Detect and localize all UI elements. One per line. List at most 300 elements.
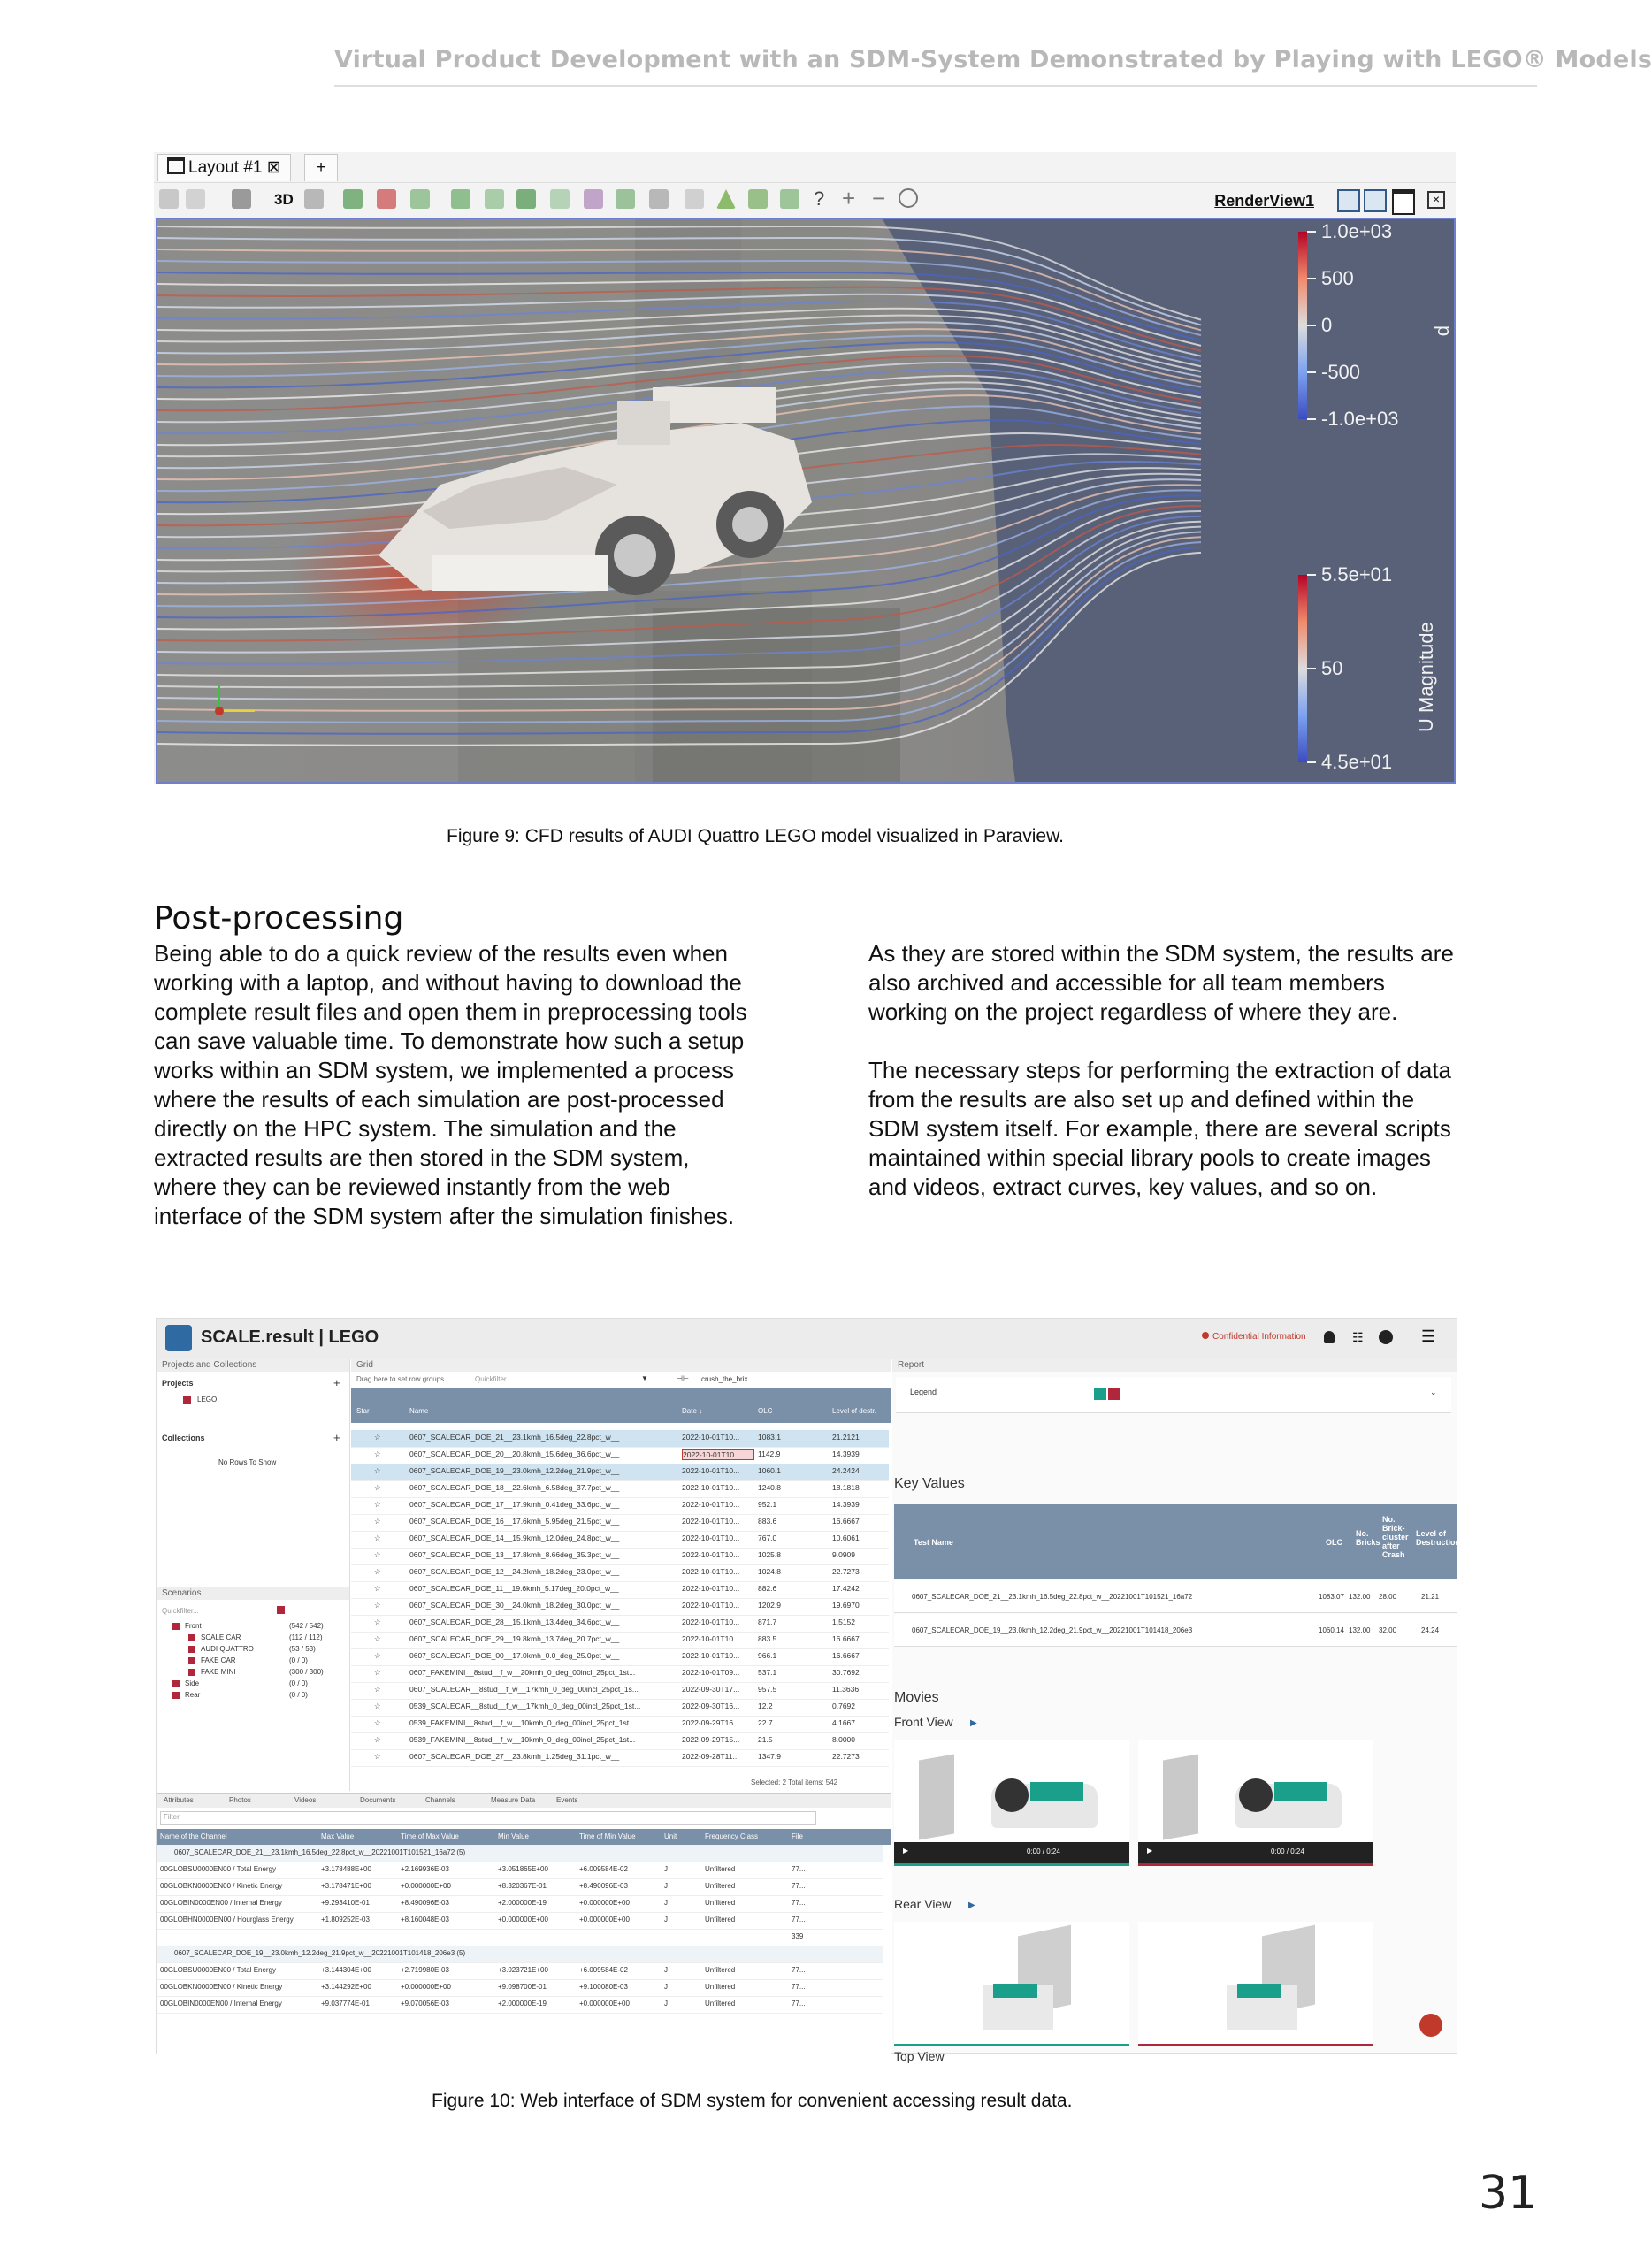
- grid-cell-level: 14.3939: [832, 1500, 860, 1509]
- grid-cell-level: 22.7273: [832, 1752, 860, 1761]
- grid-footer: Selected: 2 Total items: 542: [751, 1778, 838, 1786]
- play-icon[interactable]: ▶: [1147, 1847, 1153, 1855]
- grid-cell-olc: 537.1: [758, 1668, 777, 1677]
- grid-row[interactable]: [351, 1682, 889, 1700]
- grid-cell-olc: 1024.8: [758, 1567, 781, 1576]
- channel-col[interactable]: File: [792, 1832, 803, 1840]
- grid-cell-olc: 1083.1: [758, 1433, 781, 1442]
- grid-cell-olc: 882.6: [758, 1584, 777, 1593]
- play-button-icon[interactable]: [1239, 1778, 1273, 1812]
- add-project-icon[interactable]: +: [333, 1376, 340, 1389]
- app-title: SCALE.result | LEGO: [201, 1327, 379, 1347]
- channel-cell: Unfiltered: [705, 1916, 736, 1924]
- grid-cell-date: 2022-10-01T10...: [682, 1618, 740, 1626]
- grid-cell-name: 0607_SCALECAR_DOE_28__15.1kmh_13.4deg_34.6pct_w__: [409, 1618, 620, 1626]
- checkbox-icon[interactable]: [188, 1634, 195, 1641]
- legend-bar[interactable]: [896, 1377, 1451, 1413]
- grid-cell-olc: 883.5: [758, 1634, 777, 1643]
- grid-cell-level: 8.0000: [832, 1735, 855, 1744]
- channel-col[interactable]: Frequency Class: [705, 1832, 759, 1840]
- grid-cell-date: 2022-10-01T10...: [682, 1601, 740, 1610]
- checkbox-icon[interactable]: [188, 1657, 195, 1664]
- star-icon[interactable]: ☆: [374, 1634, 381, 1643]
- cancel-icon[interactable]: [899, 188, 918, 208]
- grid-header: [351, 1388, 891, 1423]
- grid-cell-date: 2022-09-28T11...: [682, 1752, 739, 1761]
- screenshot-icon[interactable]: [232, 189, 251, 209]
- split-vertical-icon[interactable]: [1364, 189, 1387, 212]
- channel-cell: +3.144292E+00: [321, 1983, 371, 1991]
- channel-row[interactable]: [157, 1962, 883, 1980]
- channel-row[interactable]: [157, 1979, 883, 1997]
- key-values-cell: 132.00: [1349, 1626, 1371, 1634]
- pick-icon[interactable]: [685, 189, 704, 209]
- menu-icon[interactable]: ☰: [1421, 1327, 1436, 1345]
- grid-cell-name: 0607_SCALECAR__8stud__f_w__17kmh_0_deg_00incl_25pct_1s...: [409, 1685, 639, 1694]
- grow-selection-icon[interactable]: [550, 189, 570, 209]
- legend-swatch-red: [1108, 1388, 1120, 1400]
- channel-cell: 00GLOBSU0000EN00 / Total Energy: [160, 1865, 277, 1873]
- add-collection-icon[interactable]: +: [333, 1431, 340, 1444]
- key-values-cell: 132.00: [1349, 1593, 1371, 1601]
- grid-cell-date: 2022-10-01T10...: [682, 1466, 740, 1475]
- colorbar-tick-label: -500: [1321, 361, 1361, 383]
- grid-cell-level: 16.6667: [832, 1651, 860, 1660]
- scenario-count: (0 / 0): [289, 1691, 308, 1699]
- star-icon[interactable]: ☆: [374, 1433, 381, 1442]
- edges-icon[interactable]: [748, 189, 768, 209]
- grid-cell-level: 11.3636: [832, 1685, 860, 1694]
- channel-cell: +9.098700E-01: [498, 1983, 547, 1991]
- checkbox-icon[interactable]: [172, 1623, 180, 1630]
- grid-cell-level: 17.4242: [832, 1584, 860, 1593]
- grid-cell-name: 0539_FAKEMINI__8stud__f_w__10kmh_0_deg_00incl_25pct_1st...: [409, 1718, 636, 1727]
- 3d-toggle[interactable]: 3D: [274, 191, 294, 208]
- figure-9-caption: Figure 9: CFD results of AUDI Quattro LEGO model visualized in Paraview.: [447, 826, 1064, 846]
- grid-row[interactable]: [351, 1430, 889, 1448]
- scenario-name: FAKE CAR: [201, 1656, 236, 1664]
- scenario-count: (112 / 112): [289, 1633, 323, 1641]
- grid-cell-date: 2022-10-01T09...: [682, 1668, 740, 1677]
- star-icon[interactable]: ☆: [374, 1668, 381, 1677]
- col-level[interactable]: Level of destr.: [832, 1407, 876, 1415]
- scenarios-panel: [157, 1587, 350, 1791]
- grid-row[interactable]: [351, 1615, 889, 1633]
- grid-cell-date: 2022-09-29T16...: [682, 1718, 740, 1727]
- grid-row[interactable]: [351, 1749, 889, 1767]
- scenario-item[interactable]: [157, 1679, 349, 1690]
- select-polygon-icon[interactable]: [485, 189, 504, 209]
- layout-icon: [167, 157, 185, 174]
- grid-cell-date: 2022-09-30T16...: [682, 1702, 740, 1710]
- rear-video-2[interactable]: [1138, 1922, 1373, 2046]
- grid-cell-name: 0607_SCALECAR_DOE_21__23.1kmh_16.5deg_22.8pct_w__: [409, 1433, 620, 1442]
- right-paragraph-1: As they are stored within the SDM system, the results are also archived and accessible for all team members working on the project regardless of where they are.: [868, 940, 1454, 1025]
- channel-cell: +3.023721E+00: [498, 1966, 548, 1974]
- filter-icon[interactable]: ▼: [641, 1374, 648, 1382]
- grid-row[interactable]: [351, 1447, 889, 1465]
- remove-icon[interactable]: −: [872, 185, 886, 211]
- grid-cell-name: 0607_SCALECAR_DOE_19__23.0kmh_12.2deg_21.9pct_w__: [409, 1466, 620, 1475]
- grid-cell-date: 2022-10-01T10...: [682, 1634, 740, 1643]
- select-points-on-icon[interactable]: [616, 189, 635, 209]
- star-icon[interactable]: ☆: [374, 1466, 381, 1475]
- channels-filter-input[interactable]: Filter: [164, 1813, 180, 1821]
- channel-cell: 77...: [792, 1966, 806, 1974]
- add-icon[interactable]: +: [842, 185, 856, 211]
- channel-cell: J: [664, 1916, 668, 1924]
- channel-group-row[interactable]: [157, 1946, 883, 1963]
- channel-row[interactable]: [157, 1895, 883, 1913]
- channel-cell: 00GLOBIN0000EN00 / Internal Energy: [160, 2000, 282, 2008]
- channel-cell: +9.293410E-01: [321, 1899, 370, 1907]
- grid-cell-name: 0607_FAKEMINI__8stud__f_w__20kmh_0_deg_00incl_25pct_1st...: [409, 1668, 636, 1677]
- grid-row[interactable]: [351, 1464, 889, 1481]
- grid-row[interactable]: [351, 1514, 889, 1532]
- star-icon[interactable]: ☆: [374, 1685, 381, 1694]
- grid-cell-olc: 883.6: [758, 1517, 777, 1526]
- scenario-name: Rear: [185, 1691, 201, 1699]
- bottom-tab[interactable]: Measure Data: [491, 1796, 536, 1804]
- select-all-checkbox-icon[interactable]: [277, 1606, 285, 1614]
- colorbar-tick-label: 5.5e+01: [1321, 563, 1393, 585]
- key-values-header: [894, 1504, 1461, 1579]
- colorbar-tick-label: -1.0e+03: [1321, 408, 1399, 430]
- split-horizontal-icon[interactable]: [1337, 189, 1360, 212]
- reset-camera-closest-icon[interactable]: [186, 189, 205, 209]
- channel-col[interactable]: Time of Min Value: [579, 1832, 636, 1840]
- scenario-name: FAKE MINI: [201, 1668, 236, 1676]
- grid-row[interactable]: [351, 1648, 889, 1666]
- grid-cell-olc: 1025.8: [758, 1550, 781, 1559]
- floating-action-icon[interactable]: [1419, 2014, 1442, 2037]
- channel-cell: 77...: [792, 1865, 806, 1873]
- rear-video-1[interactable]: [894, 1922, 1129, 2046]
- col-date[interactable]: Date ↓: [682, 1407, 703, 1415]
- paraview-tab-bar: [154, 152, 1456, 182]
- interactive-select-icon[interactable]: [451, 189, 470, 209]
- hover-points-icon[interactable]: [516, 189, 536, 209]
- grid-cell-date: 2022-10-01T10...: [682, 1567, 740, 1576]
- checkbox-icon[interactable]: [188, 1669, 195, 1676]
- channel-subtotal-row: [157, 1929, 883, 1947]
- channel-cell: 00GLOBIN0000EN00 / Internal Energy: [160, 1899, 282, 1907]
- channel-group-label: 0607_SCALECAR_DOE_21__23.1kmh_16.5deg_22.8pct_w__20221001T101521_16a72 (5): [174, 1848, 466, 1856]
- col-olc[interactable]: OLC: [758, 1407, 773, 1415]
- channel-cell: J: [664, 2000, 668, 2008]
- tab-layout-1[interactable]: [157, 154, 291, 181]
- grid-cell-date: 2022-10-01T10...: [682, 1550, 740, 1559]
- scenario-item[interactable]: [157, 1656, 349, 1667]
- channel-cell: +1.809252E-03: [321, 1916, 370, 1924]
- grid-row[interactable]: [351, 1699, 889, 1717]
- grid-row[interactable]: [351, 1581, 889, 1599]
- key-values-cell: 0607_SCALECAR_DOE_19__23.0kmh_12.2deg_21.9pct_w__20221001T101418_206e3: [912, 1626, 1193, 1634]
- collections-heading: Collections: [162, 1434, 205, 1442]
- select-points-icon[interactable]: [377, 189, 396, 209]
- scenario-name: SCALE CAR: [201, 1633, 241, 1641]
- grid-row[interactable]: [351, 1665, 889, 1683]
- checkbox-icon[interactable]: [172, 1692, 180, 1699]
- channel-cell: 77...: [792, 1983, 806, 1991]
- left-paragraph: Being able to do a quick review of the results even when working with a laptop, and without having to download the complete result files and open them in preprocessing tools can save valuable time. To demonstrate how such a setup works within an SDM system, we implemented a process where the results of each simulation are post-processed directly on the HPC system. The simulation and the extracted results are then stored in the SDM system, where they can be reviewed instantly from the web interface of the SDM system after the simulation finishes.: [154, 940, 747, 1229]
- video-controls[interactable]: [1138, 1842, 1373, 1863]
- grid-cell-olc: 12.2: [758, 1702, 773, 1710]
- scenario-item[interactable]: [157, 1690, 349, 1702]
- projects-heading: Projects: [162, 1379, 194, 1388]
- maximize-icon[interactable]: [1392, 189, 1415, 215]
- scenario-item[interactable]: [157, 1621, 349, 1633]
- star-icon[interactable]: ☆: [374, 1735, 381, 1744]
- shrink-selection-icon[interactable]: [584, 189, 603, 209]
- grid-cell-name: 0607_SCALECAR_DOE_11__19.6kmh_5.17deg_20.0pct_w__: [409, 1584, 619, 1593]
- bottom-tab[interactable]: Videos: [294, 1796, 317, 1804]
- scenario-count: (0 / 0): [289, 1679, 308, 1687]
- bottom-tab[interactable]: Attributes: [164, 1796, 194, 1804]
- grid-cell-level: 24.2424: [832, 1466, 860, 1475]
- new-tab-button[interactable]: [304, 154, 338, 181]
- channel-cell: J: [664, 1899, 668, 1907]
- close-view-icon[interactable]: ×: [1427, 191, 1445, 209]
- report-panel: [892, 1359, 1461, 2063]
- checkbox-icon[interactable]: [183, 1396, 191, 1404]
- video-controls[interactable]: [894, 1842, 1129, 1863]
- colorbar-p: [1298, 232, 1307, 419]
- grid-row[interactable]: [351, 1564, 889, 1582]
- channel-cell: +8.160048E-03: [401, 1916, 449, 1924]
- grid-filter-select[interactable]: crush_the_brix: [701, 1375, 748, 1383]
- play-small-icon[interactable]: ▶: [968, 1901, 975, 1910]
- user-icon[interactable]: [1379, 1330, 1393, 1344]
- key-values-title: Key Values: [894, 1476, 965, 1491]
- scenario-count: (0 / 0): [289, 1656, 308, 1664]
- grid-row[interactable]: [351, 1531, 889, 1549]
- channel-cell: +6.009584E-02: [579, 1865, 628, 1873]
- grid-cell-level: 21.2121: [832, 1433, 860, 1442]
- channel-cell: +6.009584E-02: [579, 1966, 628, 1974]
- key-values-cell: 24.24: [1421, 1626, 1440, 1634]
- front-video-2[interactable]: [1138, 1740, 1373, 1863]
- scenario-item[interactable]: [157, 1667, 349, 1679]
- grid-cell-level: 16.6667: [832, 1634, 860, 1643]
- star-icon[interactable]: ☆: [374, 1483, 381, 1492]
- front-video-1[interactable]: [894, 1740, 1129, 1863]
- grid-cell-olc: 1060.1: [758, 1466, 781, 1475]
- channel-cell: +0.000000E+00: [401, 1983, 451, 1991]
- checkbox-icon[interactable]: [188, 1646, 195, 1653]
- channel-row[interactable]: [157, 1862, 883, 1879]
- running-header: Virtual Product Development with an SDM-System Demonstrated by Playing with LEGO® Models: [334, 46, 1652, 73]
- grid-cell-level: 0.7692: [832, 1702, 855, 1710]
- star-icon[interactable]: ☆: [374, 1567, 381, 1576]
- select-block-icon[interactable]: [410, 189, 430, 209]
- star-icon[interactable]: ☆: [374, 1718, 381, 1727]
- grid-cell-name: 0607_SCALECAR_DOE_18__22.6kmh_6.58deg_37.7pct_w__: [409, 1483, 620, 1492]
- render-view[interactable]: [156, 218, 1456, 784]
- col-name[interactable]: Name: [409, 1407, 429, 1415]
- tasks-icon[interactable]: ☷: [1352, 1330, 1364, 1344]
- zoom-icon[interactable]: [304, 189, 324, 209]
- scenarios-filter-input[interactable]: Quickfilter...: [162, 1607, 199, 1615]
- grid-cell-date: 2022-10-01T10...: [682, 1534, 740, 1542]
- grid-cell-name: 0607_SCALECAR_DOE_13__17.8kmh_8.66deg_35.3pct_w__: [409, 1550, 620, 1559]
- kv-col-test-name: Test Name: [914, 1538, 953, 1547]
- grid-cell-name: 0607_SCALECAR_DOE_14__15.9kmh_12.0deg_24.8pct_w__: [409, 1534, 620, 1542]
- channel-cell: +3.178471E+00: [321, 1882, 371, 1890]
- paraview-toolbar: [154, 182, 1456, 218]
- triangle-icon[interactable]: [716, 189, 736, 209]
- select-cells-icon[interactable]: [343, 189, 363, 209]
- channel-cell: +0.000000E+00: [579, 1916, 630, 1924]
- bottom-tab[interactable]: Photos: [229, 1796, 251, 1804]
- app-topbar: [157, 1319, 1457, 1359]
- key-values-cell: 0607_SCALECAR_DOE_21__23.1kmh_16.5deg_22.8pct_w__20221001T101521_16a72: [912, 1593, 1193, 1601]
- channel-row[interactable]: [157, 1878, 883, 1896]
- grid-cell-level: 1.5152: [832, 1618, 855, 1626]
- bottom-tab-bar: [157, 1794, 891, 1808]
- grid-quickfilter-input[interactable]: Quickfilter: [475, 1375, 507, 1383]
- channels-header: [157, 1829, 891, 1845]
- star-icon[interactable]: ☆: [374, 1651, 381, 1660]
- channel-cell: +3.144304E+00: [321, 1966, 371, 1974]
- grid-cell-olc: 22.7: [758, 1718, 773, 1727]
- rear-view-label: Rear View: [894, 1897, 952, 1911]
- split-icon[interactable]: ⊣⊢: [677, 1374, 689, 1382]
- bottom-tab[interactable]: Channels: [425, 1796, 455, 1804]
- channel-cell: +9.037774E-01: [321, 2000, 370, 2008]
- channel-col[interactable]: Time of Max Value: [401, 1832, 459, 1840]
- bottom-tab[interactable]: Documents: [360, 1796, 396, 1804]
- row-group-hint: Drag here to set row groups: [356, 1375, 445, 1383]
- cfd-render: [157, 219, 1454, 782]
- colorbar-tick-label: 1.0e+03: [1321, 220, 1393, 242]
- star-icon[interactable]: ☆: [374, 1702, 381, 1710]
- channel-col[interactable]: Min Value: [498, 1832, 529, 1840]
- grid-row[interactable]: [351, 1497, 889, 1515]
- star-icon[interactable]: ☆: [374, 1618, 381, 1626]
- play-small-icon[interactable]: ▶: [970, 1718, 977, 1728]
- confidential-label: [1202, 1332, 1306, 1342]
- colorbar-tick-label: 50: [1321, 657, 1343, 679]
- grid-cell-name: 0607_SCALECAR_DOE_12__24.2kmh_18.2deg_23.0pct_w__: [409, 1567, 620, 1576]
- grid-cell-date: 2022-10-01T10...: [682, 1651, 740, 1660]
- channel-cell: 00GLOBKN0000EN00 / Kinetic Energy: [160, 1983, 283, 1991]
- grid-cell-olc: 952.1: [758, 1500, 777, 1509]
- channel-cell: +9.100080E-03: [579, 1983, 628, 1991]
- projects-tab[interactable]: Projects and Collections: [162, 1360, 257, 1370]
- confidential-text: Confidential Information: [1212, 1332, 1306, 1342]
- header-rule: [334, 85, 1537, 87]
- grid-row[interactable]: [351, 1598, 889, 1616]
- grid-row[interactable]: [351, 1632, 889, 1649]
- channel-cell: J: [664, 1966, 668, 1974]
- paraview-screenshot: [154, 152, 1456, 784]
- grid-row[interactable]: [351, 1716, 889, 1733]
- channel-group-row[interactable]: [157, 1845, 883, 1862]
- grid-row[interactable]: [351, 1732, 889, 1750]
- grid-row[interactable]: [351, 1480, 889, 1498]
- grid-cell-date: 2022-10-01T10...: [682, 1483, 740, 1492]
- grid-cell-level: 18.1818: [832, 1483, 860, 1492]
- chevron-down-icon[interactable]: ⌄: [1430, 1388, 1437, 1396]
- grid-row[interactable]: [351, 1548, 889, 1565]
- key-values-row[interactable]: [894, 1580, 1457, 1613]
- grid-cell-olc: 21.5: [758, 1735, 773, 1744]
- bell-icon[interactable]: [1324, 1331, 1335, 1343]
- channel-col[interactable]: Unit: [664, 1832, 677, 1840]
- channel-cell: Unfiltered: [705, 1865, 736, 1873]
- star-icon[interactable]: ☆: [374, 1517, 381, 1526]
- grid-cell-level: 16.6667: [832, 1517, 860, 1526]
- bottom-tab[interactable]: Events: [556, 1796, 578, 1804]
- star-icon[interactable]: ☆: [374, 1752, 381, 1761]
- star-icon[interactable]: ☆: [374, 1534, 381, 1542]
- channel-cell: +3.051865E+00: [498, 1865, 548, 1873]
- scenario-name: AUDI QUATTRO: [201, 1645, 254, 1653]
- colorbar-tick-label: 0: [1321, 314, 1333, 336]
- plus-label: +: [316, 158, 326, 177]
- grid-cell-level: 4.1667: [832, 1718, 855, 1727]
- query-icon[interactable]: [780, 189, 799, 209]
- front-view-label: Front View: [894, 1715, 953, 1729]
- channel-cell: 00GLOBHN0000EN00 / Hourglass Energy: [160, 1916, 294, 1924]
- help-icon[interactable]: ?: [814, 187, 825, 210]
- col-star[interactable]: Star: [356, 1407, 370, 1415]
- section-heading: Post-processing: [154, 900, 404, 937]
- grid-cell-olc: 957.5: [758, 1685, 777, 1694]
- grid-cell-date: 2022-10-01T10...: [682, 1584, 740, 1593]
- star-icon[interactable]: ☆: [374, 1584, 381, 1593]
- channel-col[interactable]: Max Value: [321, 1832, 355, 1840]
- channel-cell: 77...: [792, 1899, 806, 1907]
- sdm-web-interface-screenshot: [156, 1318, 1461, 2063]
- grid-cell-date: 2022-09-29T15...: [682, 1735, 740, 1744]
- reset-camera-icon[interactable]: [159, 189, 179, 209]
- play-icon[interactable]: ▶: [903, 1847, 909, 1855]
- channel-col[interactable]: Name of the Channel: [160, 1832, 227, 1840]
- scenarios-tab[interactable]: Scenarios: [162, 1588, 202, 1598]
- report-tab[interactable]: Report: [898, 1360, 925, 1370]
- kv-col-bricks: No. Bricks: [1356, 1529, 1380, 1547]
- channel-cell: Unfiltered: [705, 1899, 736, 1907]
- channel-cell: J: [664, 1865, 668, 1873]
- grid-cell-name: 0607_SCALECAR_DOE_00__17.0kmh_0.0_deg_25.0pct_w__: [409, 1651, 620, 1660]
- channel-cell: +8.320367E-01: [498, 1882, 547, 1890]
- star-icon[interactable]: ☆: [374, 1449, 381, 1458]
- scenario-item[interactable]: [157, 1633, 349, 1644]
- key-values-row[interactable]: [894, 1614, 1457, 1647]
- movies-title: Movies: [894, 1690, 939, 1705]
- star-icon[interactable]: ☆: [374, 1500, 381, 1509]
- project-item[interactable]: LEGO: [197, 1396, 218, 1404]
- grid-cell-date: 2022-10-01T10...: [682, 1449, 754, 1460]
- colorbar-p-title: p: [1434, 325, 1456, 337]
- checkbox-icon[interactable]: [172, 1680, 180, 1687]
- star-icon[interactable]: ☆: [374, 1550, 381, 1559]
- channel-row[interactable]: [157, 1996, 883, 2014]
- channel-cell: +8.490096E-03: [579, 1882, 628, 1890]
- channel-cell: +2.000000E-19: [498, 1899, 547, 1907]
- kv-col-cluster: No. Brick-cluster after Crash: [1382, 1515, 1409, 1559]
- grid-tab[interactable]: Grid: [356, 1360, 373, 1370]
- play-button-icon[interactable]: [995, 1778, 1029, 1812]
- star-icon[interactable]: ☆: [374, 1601, 381, 1610]
- channel-cell: Unfiltered: [705, 1966, 736, 1974]
- clear-selection-icon[interactable]: [649, 189, 669, 209]
- channel-row[interactable]: [157, 1912, 883, 1930]
- grid-cell-date: 2022-10-01T10...: [682, 1517, 740, 1526]
- scenario-item[interactable]: [157, 1644, 349, 1656]
